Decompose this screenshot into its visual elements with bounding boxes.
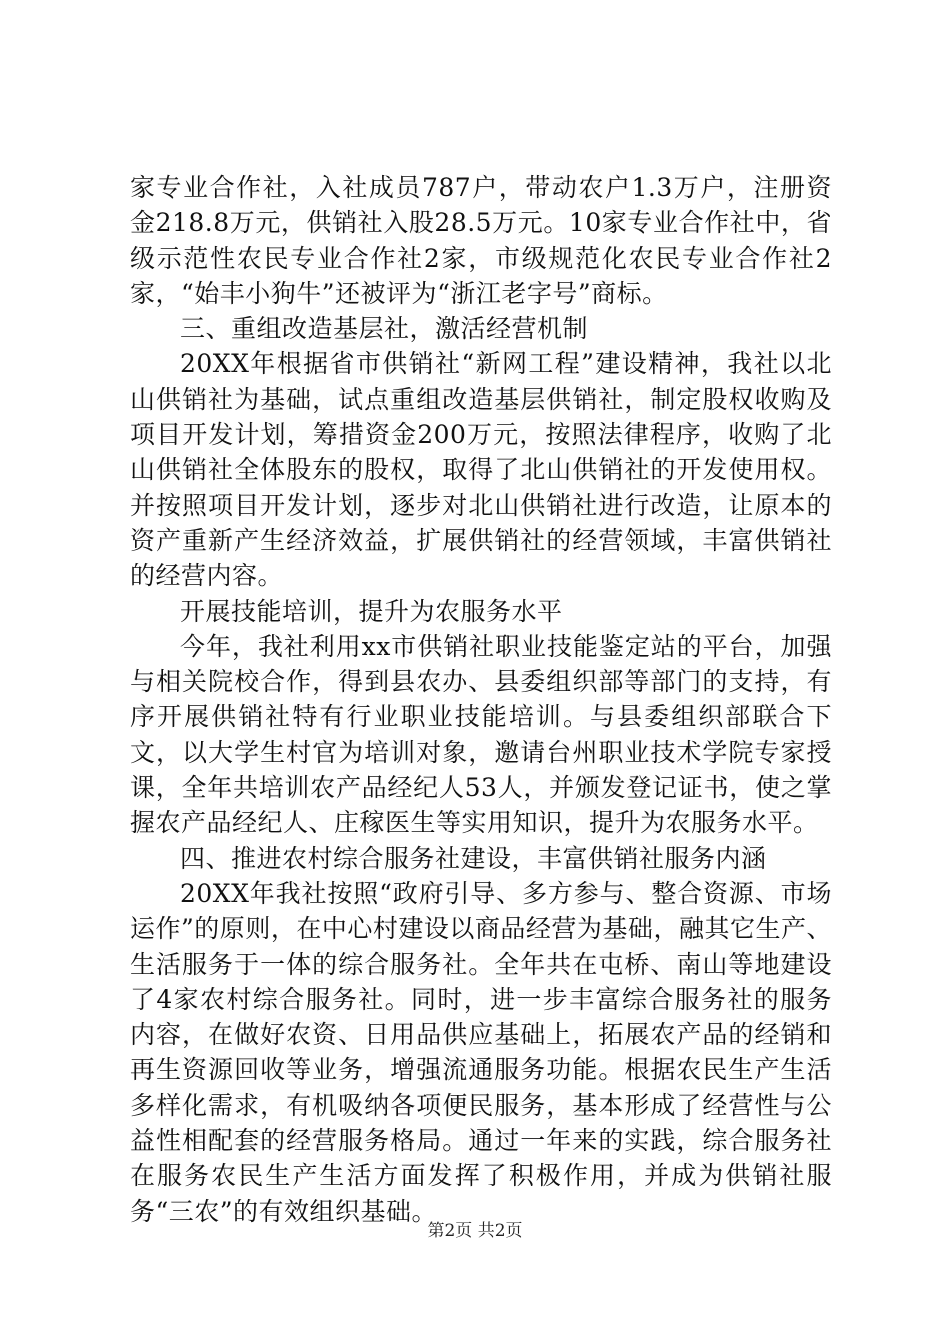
paragraph-training: 今年，我社利用xx市供销社职业技能鉴定站的平台，加强与相关院校合作，得到县农办、县委组织部等部门的支持，有序开展供销社特有行业职业技能培训。与县委组织部联合下文，以大学生村官为培训对象，邀请台州职业技术学院专家授课，全年共培训农产品经纪人53人，并颁发登记证书，使之掌握农产品经纪人、庄稼医生等实用知识，提升为农服务水平。 xyxy=(130,631,832,838)
section-heading-training: 开展技能培训，提升为农服务水平 xyxy=(180,596,563,626)
section-heading-3: 三、重组改造基层社，激活经营机制 xyxy=(180,314,589,344)
paragraph-service-cooperative: 20XX年我社按照“政府引导、多方参与、整合资源、市场运作”的原则，在中心村建设以商品经营为基础，融其它生产、生活服务于一体的综合服务社。全年共在屯桥、南山等地建设了4家农村综合服务社。同时，进一步丰富综合服务社的服务内容，在做好农资、日用品供应基础上，拓展农产品的经销和再生资源回收等业务，增强流通服务功能。根据农民生产生活多样化需求，有机吸纳各项便民服务，基本形成了经营性与公益性相配套的经营服务格局。通过一年来的实践，综合服务社在服务农民生产生活方面发挥了积极作用，并成为供销社服务“三农”的有效组织基础。 xyxy=(130,878,832,1226)
document-body xyxy=(130,170,832,1229)
section-heading-4: 四、推进农村综合服务社建设，丰富供销社服务内涵 xyxy=(180,843,767,873)
page-footer: 第2页 共2页 xyxy=(427,1221,523,1241)
paragraph-restructure: 20XX年根据省市供销社“新网工程”建设精神，我社以北山供销社为基础，试点重组改造基层供销社，制定股权收购及项目开发计划，筹措资金200万元，按照法律程序，收购了北山供销社全体股东的股权，取得了北山供销社的开发使用权。并按照项目开发计划，逐步对北山供销社进行改造，让原本的资产重新产生经济效益，扩展供销社的经营领域，丰富供销社的经营内容。 xyxy=(130,349,832,591)
paragraph-continued: 家专业合作社，入社成员787户，带动农户1.3万户，注册资金218.8万元，供销社入股28.5万元。10家专业合作社中，省级示范性农民专业合作社2家，市级规范化农民专业合作社2家，“始丰小狗牛”还被评为“浙江老字号”商标。 xyxy=(130,173,832,308)
